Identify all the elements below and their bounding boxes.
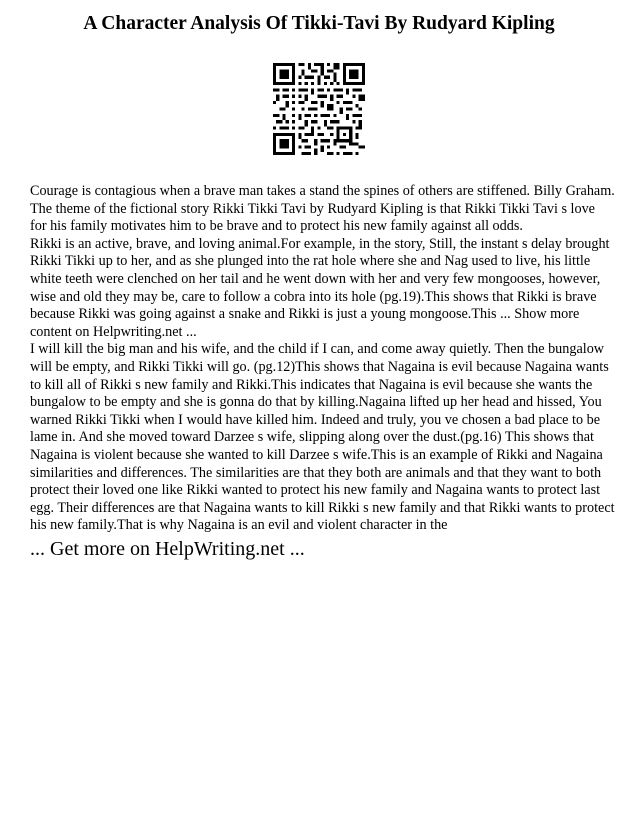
article-body: [30, 183, 615, 535]
paragraph-rikki: Rikki is an active, brave, and loving animal.For example, in the story, Still, the instant s delay brought Rikki Tikki up to her, and as she plunged into the rat hole where she and Nag used to live, his little white teeth were clenched on her tail and he went down with her and very few mongooses, however, wise and old they may be, care to follow a cobra into its hole (pg.19).This shows that Rikki is brave because Rikki was going against a snake and Rikki is just a young mongoose.This ... Show more content on Helpwriting.net ...: [30, 235, 610, 340]
document-title: A Character Analysis Of Tikki-Tavi By Rudyard Kipling: [83, 13, 555, 34]
qr-code-icon[interactable]: [273, 63, 365, 155]
paragraph-intro: Courage is contagious when a brave man takes a stand the spines of others are stiffened. Billy Graham. The theme of the fictional story Rikki Tikki Tavi by Rudyard Kipling is that Rikki Tikki Tavi s love for his family motivates him to be brave and to protect his new family against all odds.: [30, 183, 615, 235]
get-more-link[interactable]: ... Get more on HelpWriting.net ...: [30, 538, 305, 560]
paragraph-nagaina: I will kill the big man and his wife, and the child if I can, and come away quietly. Then the bungalow will be empty, and Rikki Tikki will go. (pg.12)This shows that Nagaina is evil because Nagaina wants to kill all of Rikki s new family and Rikki.This indicates that Nagaina is evil because she wants the bungalow to be empty and she is gonna do that by killing.Nagaina lifted up her head and hissed, You warned Rikki Tikki when I would have killed him. Indeed and truly, you ve chosen a bad place to be lame in. And she moved toward Darzee s wife, slipping along over the dust.(pg.16) This shows that Nagaina is violent because she wanted to kill Darzee s wife.This is an example of Rikki and Nagaina similarities and differences. The similarities are that they both are animals and that they want to both protect their loved one like Rikki wanted to protect his new family and Nagaina wants to protect last egg. Their differences are that Nagaina wants to kill Rikki s new family and that Rikki wants to protect his new family.That is why Nagaina is an evil and violent character in the: [30, 341, 615, 534]
